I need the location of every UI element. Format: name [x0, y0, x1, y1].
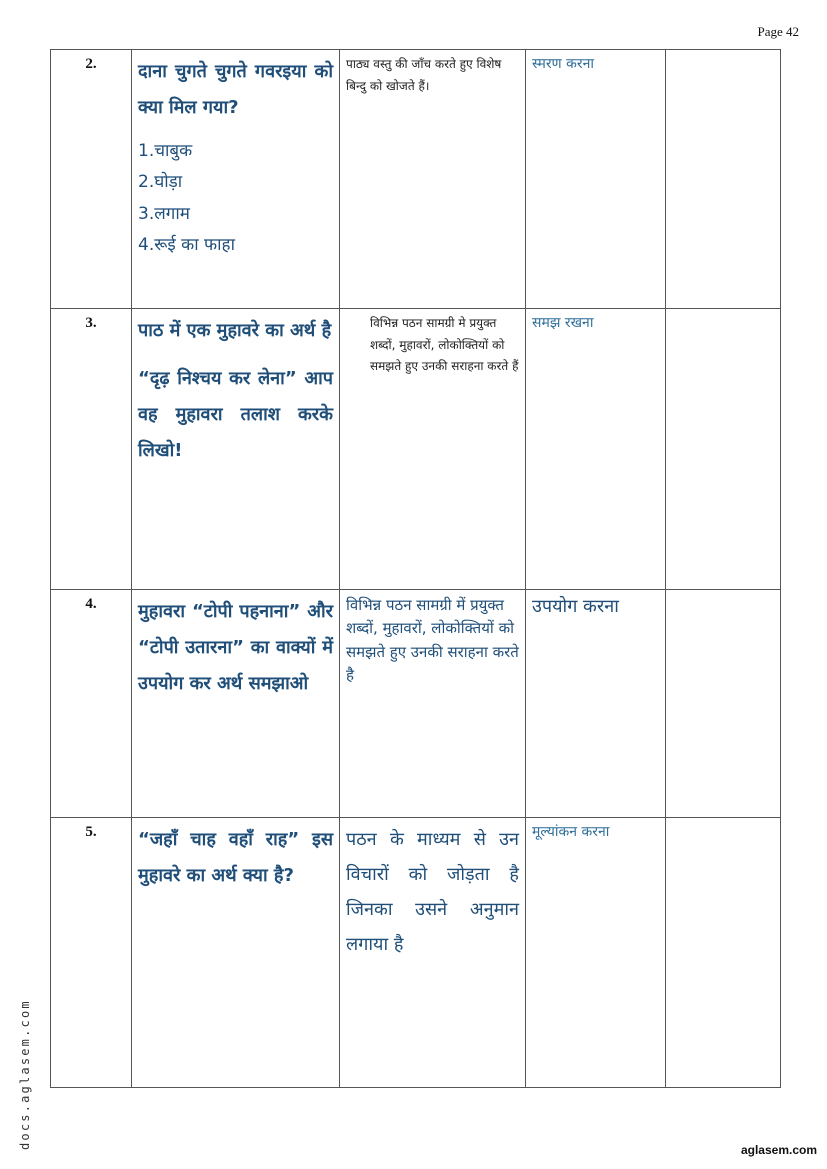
- learning-objective: पठन के माध्यम से उन विचारों को जोड़ता है जिनका उसने अनुमान लगाया है: [340, 818, 526, 1088]
- page-number: Page 42: [757, 24, 799, 39]
- cognitive-level: मूल्यांकन करना: [526, 818, 666, 1088]
- cognitive-level: स्मरण करना: [526, 50, 666, 309]
- question-text: मुहावरा “टोपी पहनाना” और “टोपी उतारना” का वाक्यों में उपयोग कर अर्थ समझाओ: [132, 590, 340, 818]
- empty-cell: [666, 818, 781, 1088]
- question-table: [50, 49, 781, 1088]
- question-number: 3.: [51, 309, 132, 590]
- question-text: दाना चुगते चुगते गवरइया को क्या मिल गया? 1.चाबुक 2.घोड़ा 3.लगाम 4.रूई का फाहा: [132, 50, 340, 309]
- table-row: [51, 309, 781, 590]
- table-row: [51, 590, 781, 818]
- empty-cell: [666, 590, 781, 818]
- watermark-text: docs.aglasem.com: [18, 999, 32, 1150]
- options-list: [138, 136, 333, 262]
- learning-objective: पाठ्य वस्तु की जाँच करते हुए विशेष बिन्दु को खोजते हैं।: [340, 50, 526, 309]
- option-item: 1.चाबुक: [138, 141, 193, 161]
- question-number: 5.: [51, 818, 132, 1088]
- option-item: 3.लगाम: [138, 203, 190, 224]
- option-item: 2.घोड़ा: [138, 172, 183, 193]
- question-number: 4.: [51, 590, 132, 818]
- option-item: 4.रूई का फाहा: [138, 235, 235, 256]
- question-text: “जहाँ चाह वहाँ राह” इस मुहावरे का अर्थ क्या है?: [132, 818, 340, 1088]
- question-text: पाठ में एक मुहावरे का अर्थ है “दृढ़ निश्चय कर लेना” आप वह मुहावरा तलाश करके लिखो!: [132, 309, 340, 590]
- cognitive-level: समझ रखना: [526, 309, 666, 590]
- question-number: 2.: [51, 50, 132, 309]
- empty-cell: [666, 50, 781, 309]
- footer-brand[interactable]: aglasem.com: [740, 1143, 817, 1157]
- cognitive-level: उपयोग करना: [526, 590, 666, 818]
- learning-objective: विभिन्न पठन सामग्री में प्रयुक्त शब्दों, मुहावरों, लोकोक्तियों को समझते हुए उनकी सराहना करते है: [340, 590, 526, 818]
- empty-cell: [666, 309, 781, 590]
- table-row: [51, 50, 781, 309]
- table-row: [51, 818, 781, 1088]
- learning-objective: विभिन्न पठन सामग्री मे प्रयुक्त शब्दों, मुहावरों, लोकोक्तियों को समझते हुए उनकी सराहना करते हैं: [340, 309, 526, 590]
